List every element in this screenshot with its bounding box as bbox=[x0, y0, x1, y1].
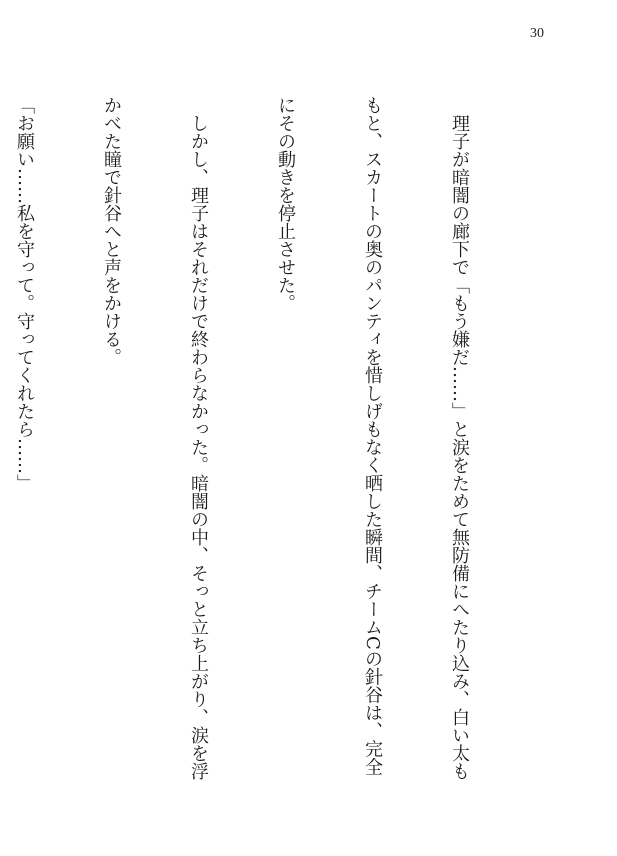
text-line: もと、スカートの奥のパンティを惜しげもなく晒した瞬間、チームCの針谷は、完全 bbox=[362, 96, 383, 776]
text-line: しかし、理子はそれだけで終わらなかった。暗闇の中、そっと立ち上がり、涙を浮 bbox=[188, 96, 209, 780]
page-number: 30 bbox=[530, 26, 544, 41]
vertical-text-body bbox=[0, 96, 532, 786]
text-line: かべた瞳で針谷へと声をかける。 bbox=[101, 96, 122, 366]
text-line: にその動きを停止させた。 bbox=[275, 96, 296, 312]
text-line: 理子が暗闇の廊下で「もう嫌だ……」と涙をためて無防備にへたり込み、白い太も bbox=[449, 96, 470, 780]
text-line: 「お願い……私を守って。守ってくれたら……」 bbox=[14, 96, 35, 492]
